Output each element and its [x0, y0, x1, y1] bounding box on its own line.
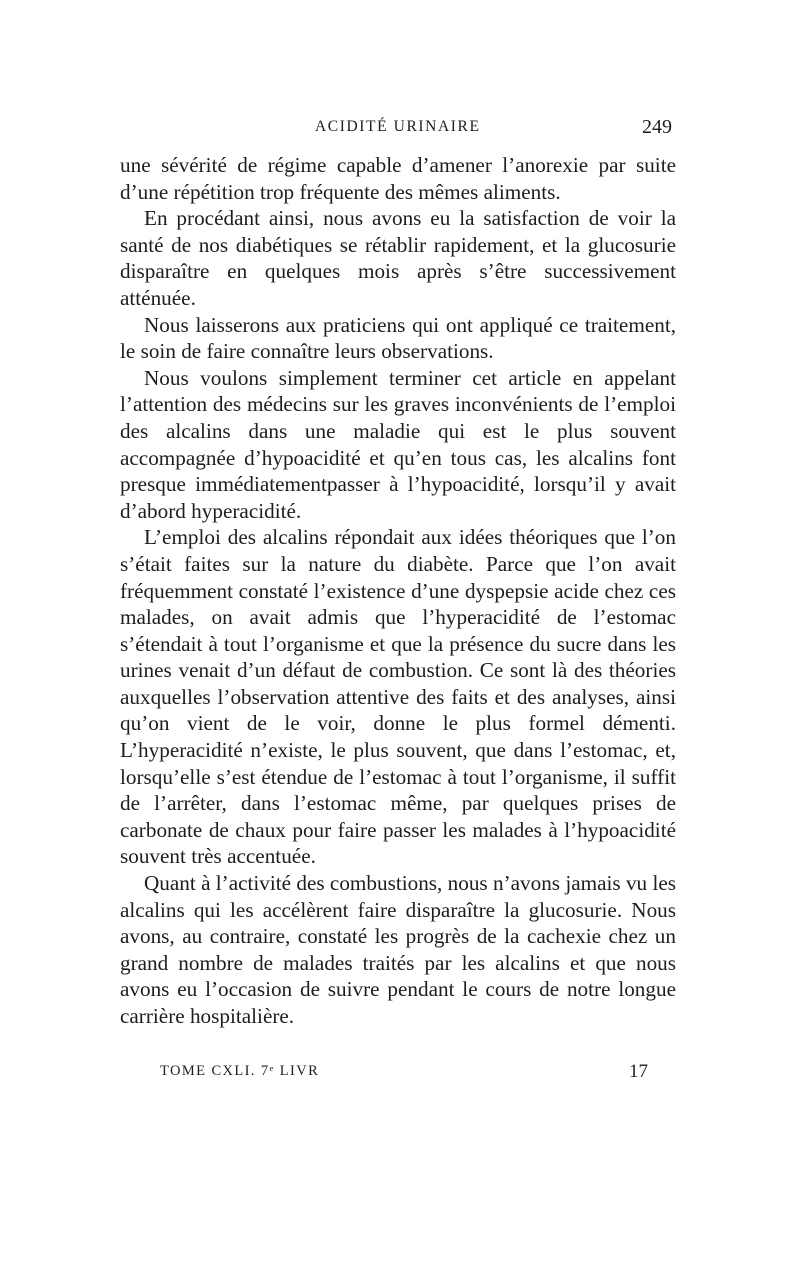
paragraph: Quant à l’activité des combustions, nous n’avons jamais vu les alcalins qui les accélèrent faire disparaître la glucosurie. Nous avons, au contraire, constaté les progrès de la cachexie chez un grand nombre de malades traités par les alcalins et que nous avons eu l’occasion de suivre pendant le cours de notre longue carrière hospitalière. — [120, 871, 676, 1028]
running-title: ACIDITÉ URINAIRE — [315, 118, 481, 135]
running-head — [120, 116, 680, 144]
page-number: 249 — [642, 116, 672, 138]
paragraph: L’emploi des alcalins répondait aux idées théoriques que l’on s’était faites sur la nature du diabète. Parce que l’on avait fréquemment constaté l’existence d’une dyspepsie acide chez ces malades, on avait admis que l’hyperacidité de l’estomac s’étendait à tout l’organisme et que la présence du sucre dans les urines venait d’un défaut de combustion. Ce sont là des théories auxquelles l’observation attentive des faits et des analyses, ainsi qu’on vient de le voir, donne le plus formel démenti. L’hyperacidité n’existe, le plus souvent, que dans l’estomac, et, lorsqu’elle s’est étendue de l’estomac à tout l’organisme, il suffit de l’arrêter, dans l’estomac même, par quelques prises de carbonate de chaux pour faire passer les malades à l’hypoacidité souvent très accentuée. — [120, 525, 676, 869]
signature-number: 17 — [629, 1061, 648, 1082]
paragraph-continued: une sévérité de régime capable d’amener l’anorexie par suite d’une répétition trop fréquente des mêmes aliments. — [120, 153, 676, 204]
paragraph: Nous voulons simplement terminer cet article en appelant l’attention des médecins sur les graves inconvénients de l’emploi des alcalins dans une maladie qui est le plus souvent accompagnée d’hypoacidité et qu’en tous cas, les alcalins font presque immédiatementpasser à l’hypoacidité, lorsqu’il y avait d’abord hyperacidité. — [120, 365, 676, 523]
paragraph: En procédant ainsi, nous avons eu la satisfaction de voir la santé de nos diabétiques se rétablir rapidement, et la glucosurie disparaître en quelques mois après s’être successivement atténuée. — [120, 206, 676, 310]
signature-line — [160, 1063, 650, 1087]
printer-signature: TOME CXLI. 7ᵉ LIVR — [160, 1063, 320, 1079]
body-text — [120, 152, 676, 1030]
paragraph: Nous laisserons aux praticiens qui ont appliqué ce traitement, le soin de faire connaître leurs observations. — [120, 312, 676, 364]
